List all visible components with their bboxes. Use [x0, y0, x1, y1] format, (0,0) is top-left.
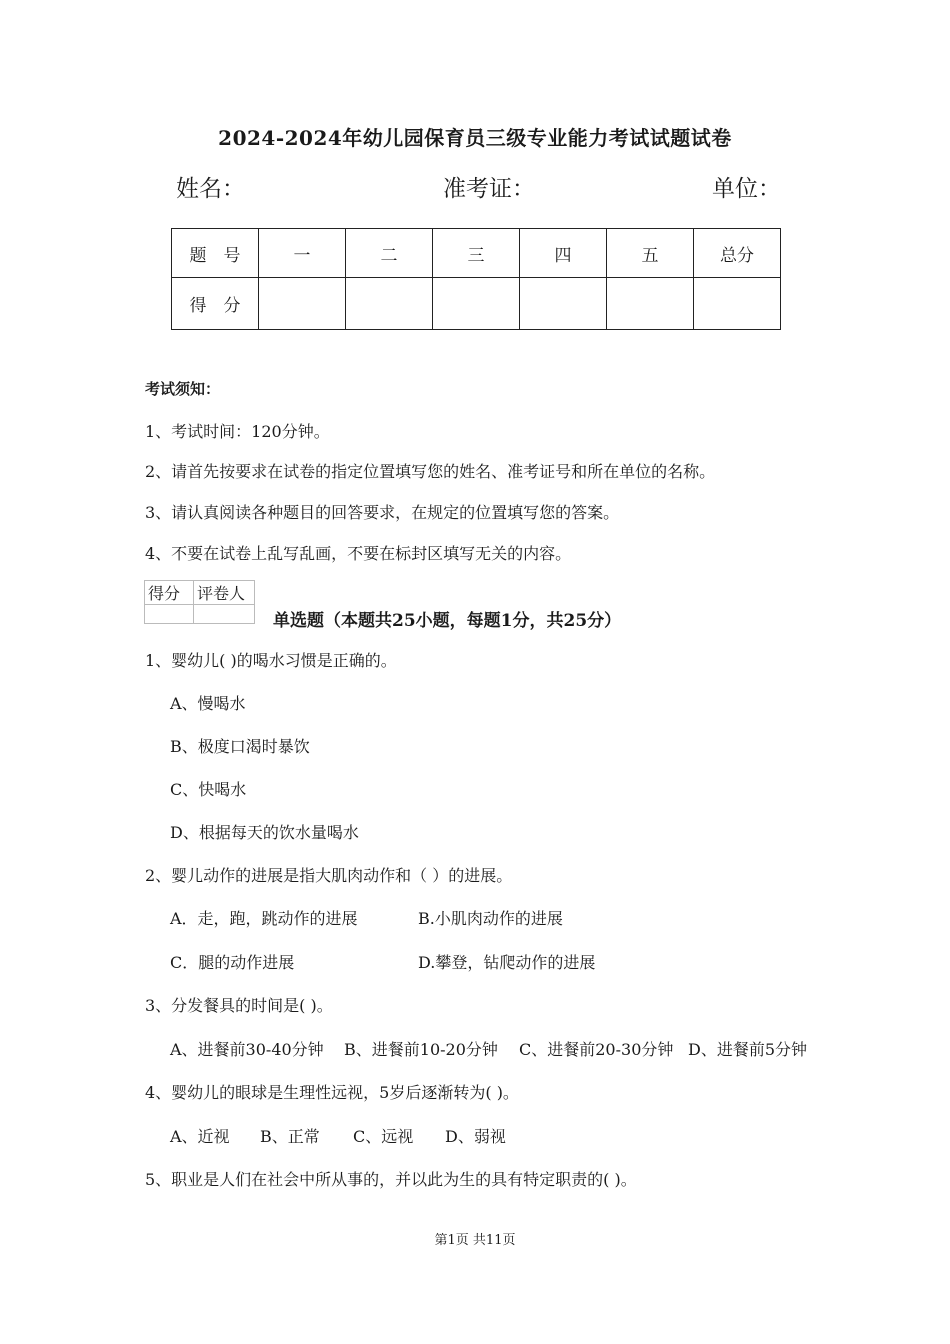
answer-option[interactable]: D.攀登，钻爬动作的进展	[418, 953, 596, 972]
answer-option[interactable]: A、慢喝水	[170, 694, 246, 713]
question-text: 3、分发餐具的时间是( )。	[145, 996, 333, 1015]
answer-option[interactable]: B、正常	[260, 1127, 320, 1146]
exam-id-field-label: 准考证：	[443, 176, 535, 202]
grader-box	[144, 580, 255, 624]
answer-option[interactable]: C．腿的动作进展	[170, 953, 295, 972]
score-table-row-label: 得 分	[172, 278, 259, 330]
score-table-header-cell: 四	[520, 229, 607, 278]
answer-option[interactable]: B、进餐前10-20分钟	[344, 1040, 498, 1059]
score-table-score-row	[172, 278, 781, 330]
answer-option[interactable]: C、远视	[353, 1127, 414, 1146]
question-text: 2、婴儿动作的进展是指大肌肉动作和（ ）的进展。	[145, 866, 513, 885]
answer-option[interactable]: B.小肌肉动作的进展	[418, 909, 563, 928]
score-input-cell[interactable]	[520, 278, 607, 330]
question-text: 5、职业是人们在社会中所从事的，并以此为生的具有特定职责的( )。	[145, 1170, 637, 1189]
score-input-cell[interactable]	[607, 278, 694, 330]
score-input-cell[interactable]	[694, 278, 781, 330]
score-table-header-cell: 三	[433, 229, 520, 278]
page-footer: 第1页 共11页	[434, 1233, 516, 1248]
section-title: 单选题（本题共25小题，每题1分，共25分）	[273, 611, 622, 631]
answer-option[interactable]: D、弱视	[445, 1127, 506, 1146]
score-table-header-cell: 一	[259, 229, 346, 278]
exam-title: 2024-2024年幼儿园保育员三级专业能力考试试题试卷	[218, 126, 732, 150]
score-table-header-cell: 总分	[694, 229, 781, 278]
question-text: 1、婴幼儿( )的喝水习惯是正确的。	[145, 651, 397, 670]
score-input-cell[interactable]	[259, 278, 346, 330]
grader-box-grader-cell[interactable]	[194, 605, 255, 624]
answer-option[interactable]: A、近视	[170, 1127, 230, 1146]
answer-option[interactable]: A、进餐前30-40分钟	[170, 1040, 324, 1059]
notice-item: 4、不要在试卷上乱写乱画，不要在标封区填写无关的内容。	[145, 544, 572, 563]
answer-option[interactable]: C、快喝水	[170, 780, 247, 799]
grader-box-score-label: 得分	[145, 581, 194, 605]
score-table	[171, 228, 781, 330]
score-table-header-cell: 五	[607, 229, 694, 278]
score-input-cell[interactable]	[433, 278, 520, 330]
grader-box-score-cell[interactable]	[145, 605, 194, 624]
answer-option[interactable]: D、根据每天的饮水量喝水	[170, 823, 359, 842]
notice-item: 2、请首先按要求在试卷的指定位置填写您的姓名、准考证号和所在单位的名称。	[145, 462, 716, 481]
answer-option[interactable]: B、极度口渴时暴饮	[170, 737, 310, 756]
score-input-cell[interactable]	[346, 278, 433, 330]
score-table-header-cell: 题 号	[172, 229, 259, 278]
notice-title: 考试须知：	[145, 380, 221, 398]
answer-option[interactable]: A．走，跑，跳动作的进展	[170, 909, 358, 928]
score-table-header-cell: 二	[346, 229, 433, 278]
unit-field-label: 单位：	[712, 176, 781, 202]
answer-option[interactable]: C、进餐前20-30分钟	[519, 1040, 674, 1059]
notice-item: 1、考试时间：120分钟。	[145, 422, 330, 441]
answer-option[interactable]: D、进餐前5分钟	[688, 1040, 808, 1059]
score-table-header-row	[172, 229, 781, 278]
notice-item: 3、请认真阅读各种题目的回答要求，在规定的位置填写您的答案。	[145, 503, 620, 522]
name-field-label: 姓名：	[176, 176, 245, 202]
question-text: 4、婴幼儿的眼球是生理性远视，5岁后逐渐转为( )。	[145, 1083, 519, 1102]
grader-box-grader-label: 评卷人	[194, 581, 255, 605]
